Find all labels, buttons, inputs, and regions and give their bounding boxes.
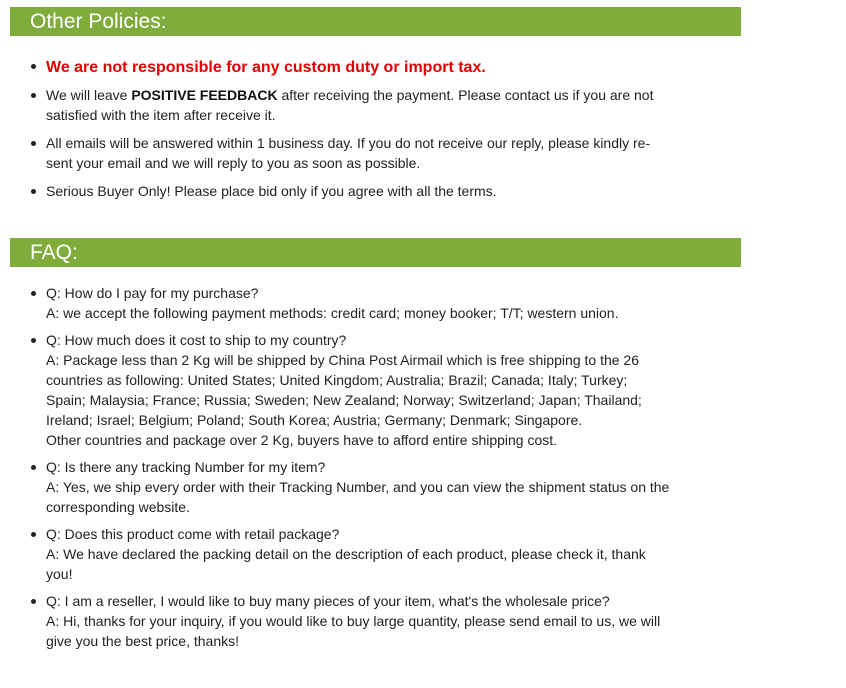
faq-question: Q: How much does it cost to ship to my country? (46, 332, 347, 348)
policy-text: We are not responsible for any custom duty or import tax. (46, 59, 486, 76)
policy-text: All emails will be answered within 1 business day. If you do not receive our reply, please kindly re-sent your email and we will reply to you as soon as possible. (46, 135, 651, 171)
faq-question: Q: Does this product come with retail package? (46, 526, 340, 542)
faq-answer: A: We have declared the packing detail on the description of each product, please check it, thank you! (46, 546, 646, 582)
policy-text: after receiving the payment. Please contact us if you are not satisfied with the item after receive it. (46, 87, 654, 123)
policies-list (30, 56, 670, 201)
list-item (30, 85, 670, 125)
list-item (30, 181, 670, 201)
list-item (30, 56, 670, 79)
faq-item (30, 283, 670, 323)
faq-item (30, 330, 670, 450)
other-policies-header: Other Policies: (10, 7, 741, 36)
faq-question: Q: Is there any tracking Number for my item? (46, 459, 326, 475)
faq-answer: A: we accept the following payment methods: credit card; money booker; T/T; western union. (46, 305, 619, 321)
faq-answer: A: Package less than 2 Kg will be shipped by China Post Airmail which is free shipping to the 26 countries as following: United States; United Kingdom; Australia; Brazil; Canada; Italy; Turkey; Spain; Malaysia; France; Russia; Sweden; New Zealand; Norway; Switzerland; Japan; Thailand; Ireland; Israel; Belgium; Poland; South Korea; Austria; Germany; Denmark; Singapore. (46, 352, 642, 428)
policy-text: We will leave (46, 87, 132, 103)
faq-item (30, 524, 670, 584)
policy-emphasis: POSITIVE FEEDBACK (131, 87, 278, 103)
faq-list (30, 283, 670, 651)
faq-item (30, 457, 670, 517)
list-item (30, 133, 670, 173)
faq-answer: Other countries and package over 2 Kg, buyers have to afford entire shipping cost. (46, 432, 558, 448)
faq-answer: A: Hi, thanks for your inquiry, if you would like to buy large quantity, please send email to us, we will give you the best price, thanks! (46, 613, 661, 649)
faq-item (30, 591, 670, 651)
policy-text: Serious Buyer Only! Please place bid only if you agree with all the terms. (46, 183, 497, 199)
faq-question: Q: I am a reseller, I would like to buy many pieces of your item, what's the wholesale price? (46, 593, 610, 609)
faq-answer: A: Yes, we ship every order with their Tracking Number, and you can view the shipment status on the corresponding website. (46, 479, 670, 515)
faq-header: FAQ: (10, 238, 741, 267)
faq-question: Q: How do I pay for my purchase? (46, 285, 259, 301)
